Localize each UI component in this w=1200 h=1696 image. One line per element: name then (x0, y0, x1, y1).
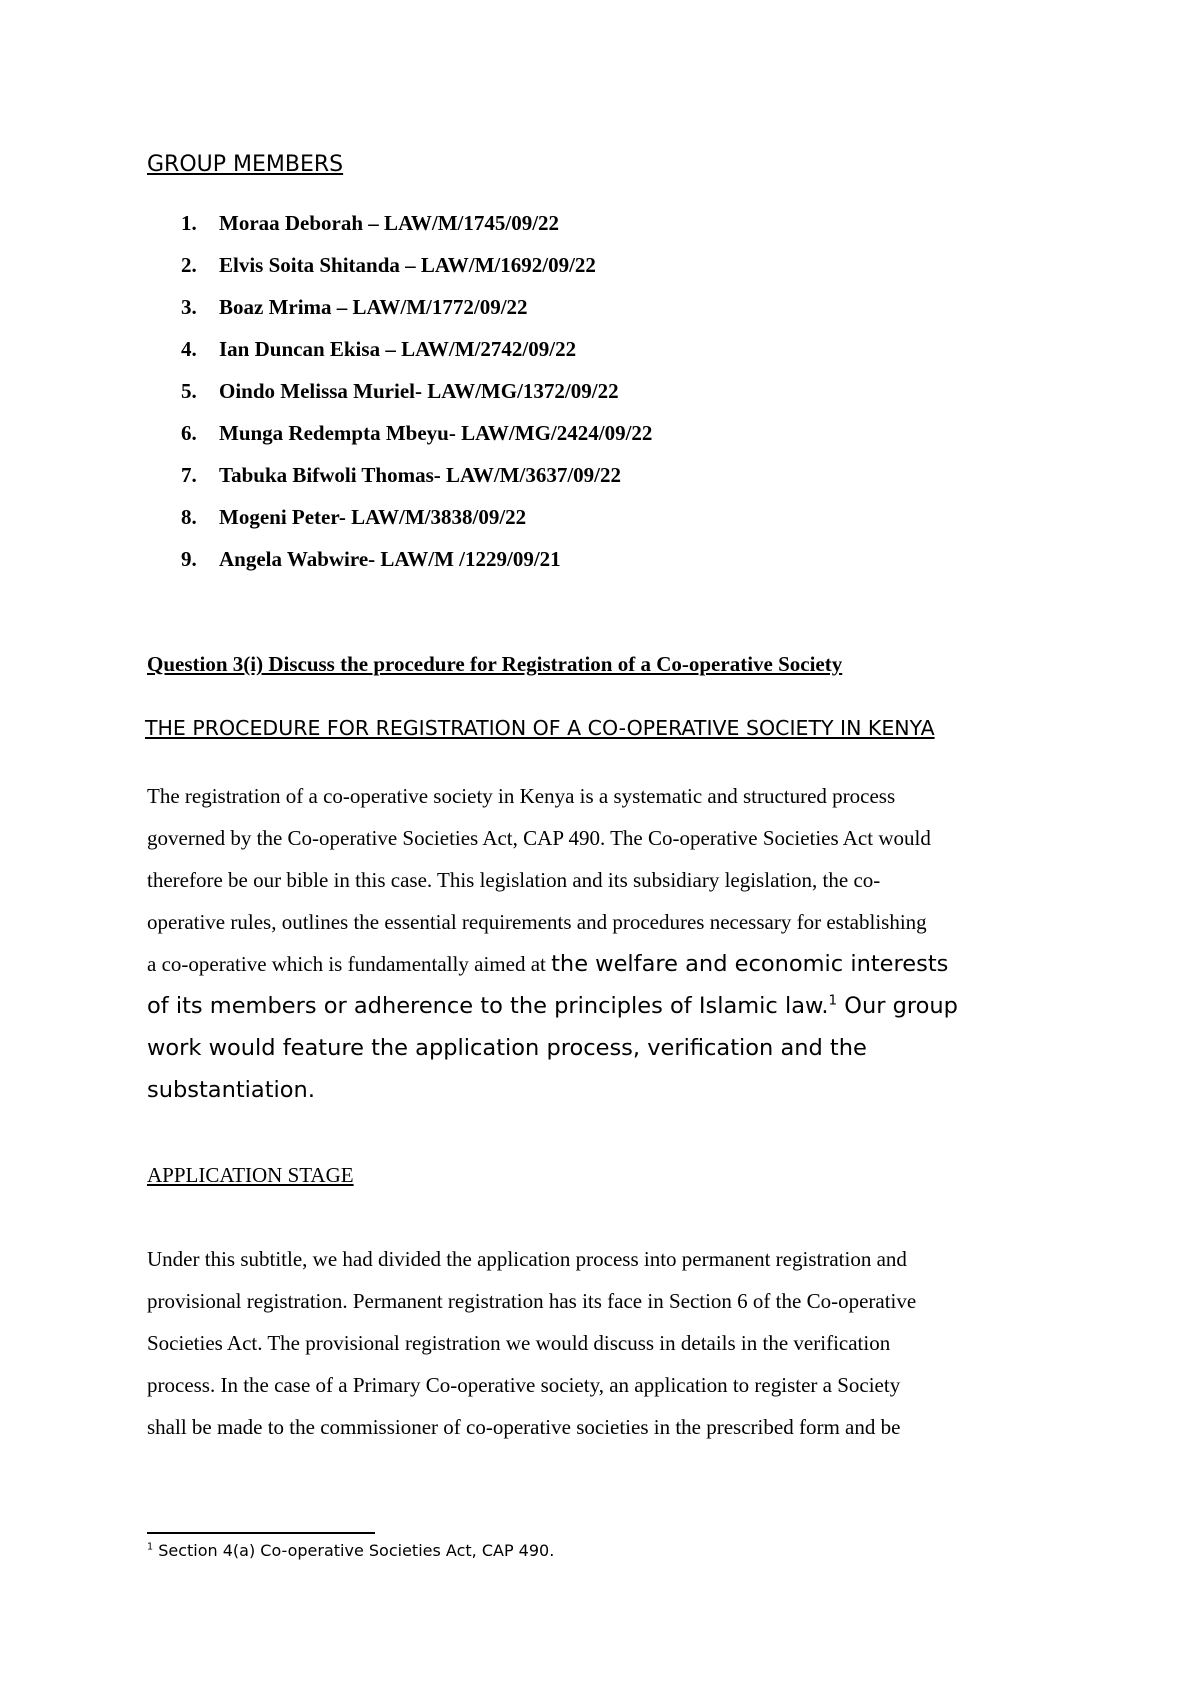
intro-line (147, 991, 1077, 1033)
list-number: 6. (181, 421, 197, 445)
intro-line (147, 949, 1077, 991)
intro-line-part: of its members or adherence to the principles of Islamic law. (147, 993, 829, 1019)
intro-line: The registration of a co-operative society in Kenya is a systematic and structured process (147, 784, 896, 808)
member-text: Oindo Melissa Muriel- LAW/MG/1372/09/22 (219, 379, 619, 403)
footnote-separator (147, 1532, 375, 1534)
procedure-title: THE PROCEDURE FOR REGISTRATION OF A CO-OPERATIVE SOCIETY IN KENYA (145, 716, 935, 740)
list-number: 1. (181, 211, 197, 235)
list-item (147, 505, 652, 547)
list-number: 3. (181, 295, 197, 319)
application-line: provisional registration. Permanent registration has its face in Section 6 of the Co-operative (147, 1289, 917, 1313)
intro-line: work would feature the application process, verification and the (147, 1035, 867, 1061)
list-number: 5. (181, 379, 197, 403)
list-number: 7. (181, 463, 197, 487)
application-line: Under this subtitle, we had divided the application process into permanent registration and (147, 1247, 907, 1271)
intro-line: therefore be our bible in this case. This legislation and its subsidiary legislation, the co- (147, 868, 881, 892)
application-stage-heading: APPLICATION STAGE (147, 1163, 354, 1187)
footnote-text: Section 4(a) Co-operative Societies Act, CAP 490. (153, 1541, 555, 1560)
intro-paragraph (147, 781, 1077, 1117)
member-text: Angela Wabwire- LAW/M /1229/09/21 (219, 547, 561, 571)
application-line: Societies Act. The provisional registration we would discuss in details in the verification (147, 1331, 891, 1355)
intro-line-part: Our group (837, 993, 958, 1019)
intro-line: operative rules, outlines the essential requirements and procedures necessary for establishing (147, 910, 927, 934)
member-text: Boaz Mrima – LAW/M/1772/09/22 (219, 295, 528, 319)
list-item (147, 547, 652, 589)
member-text: Moraa Deborah – LAW/M/1745/09/22 (219, 211, 560, 235)
group-members-heading: GROUP MEMBERS (147, 152, 344, 177)
intro-line: substantiation. (147, 1077, 315, 1103)
footnote-mark: 1 (147, 1541, 154, 1553)
member-text: Elvis Soita Shitanda – LAW/M/1692/09/22 (219, 253, 596, 277)
intro-line: governed by the Co-operative Societies Act, CAP 490. The Co-operative Societies Act would (147, 826, 931, 850)
list-item (147, 211, 652, 253)
question-heading: Question 3(i) Discuss the procedure for Registration of a Co-operative Society (147, 652, 843, 676)
list-item (147, 379, 652, 421)
footnote (147, 1541, 554, 1560)
application-paragraph (147, 1244, 1077, 1454)
list-number: 9. (181, 547, 197, 571)
member-text: Tabuka Bifwoli Thomas- LAW/M/3637/09/22 (219, 463, 622, 487)
member-text: Mogeni Peter- LAW/M/3838/09/22 (219, 505, 527, 529)
intro-line-sans-part: the welfare and economic interests (551, 951, 949, 977)
application-line: shall be made to the commissioner of co-operative societies in the prescribed form and be (147, 1415, 901, 1439)
list-item (147, 421, 652, 463)
application-line: process. In the case of a Primary Co-operative society, an application to register a Society (147, 1373, 901, 1397)
list-item (147, 295, 652, 337)
group-members-list (147, 211, 652, 589)
list-item (147, 463, 652, 505)
list-item (147, 337, 652, 379)
member-text: Ian Duncan Ekisa – LAW/M/2742/09/22 (219, 337, 577, 361)
list-number: 8. (181, 505, 197, 529)
list-number: 2. (181, 253, 197, 277)
intro-line-serif-part: a co-operative which is fundamentally aimed at (147, 952, 552, 976)
list-item (147, 253, 652, 295)
footnote-reference[interactable]: 1 (828, 992, 838, 1009)
member-text: Munga Redempta Mbeyu- LAW/MG/2424/09/22 (219, 421, 653, 445)
list-number: 4. (181, 337, 197, 361)
